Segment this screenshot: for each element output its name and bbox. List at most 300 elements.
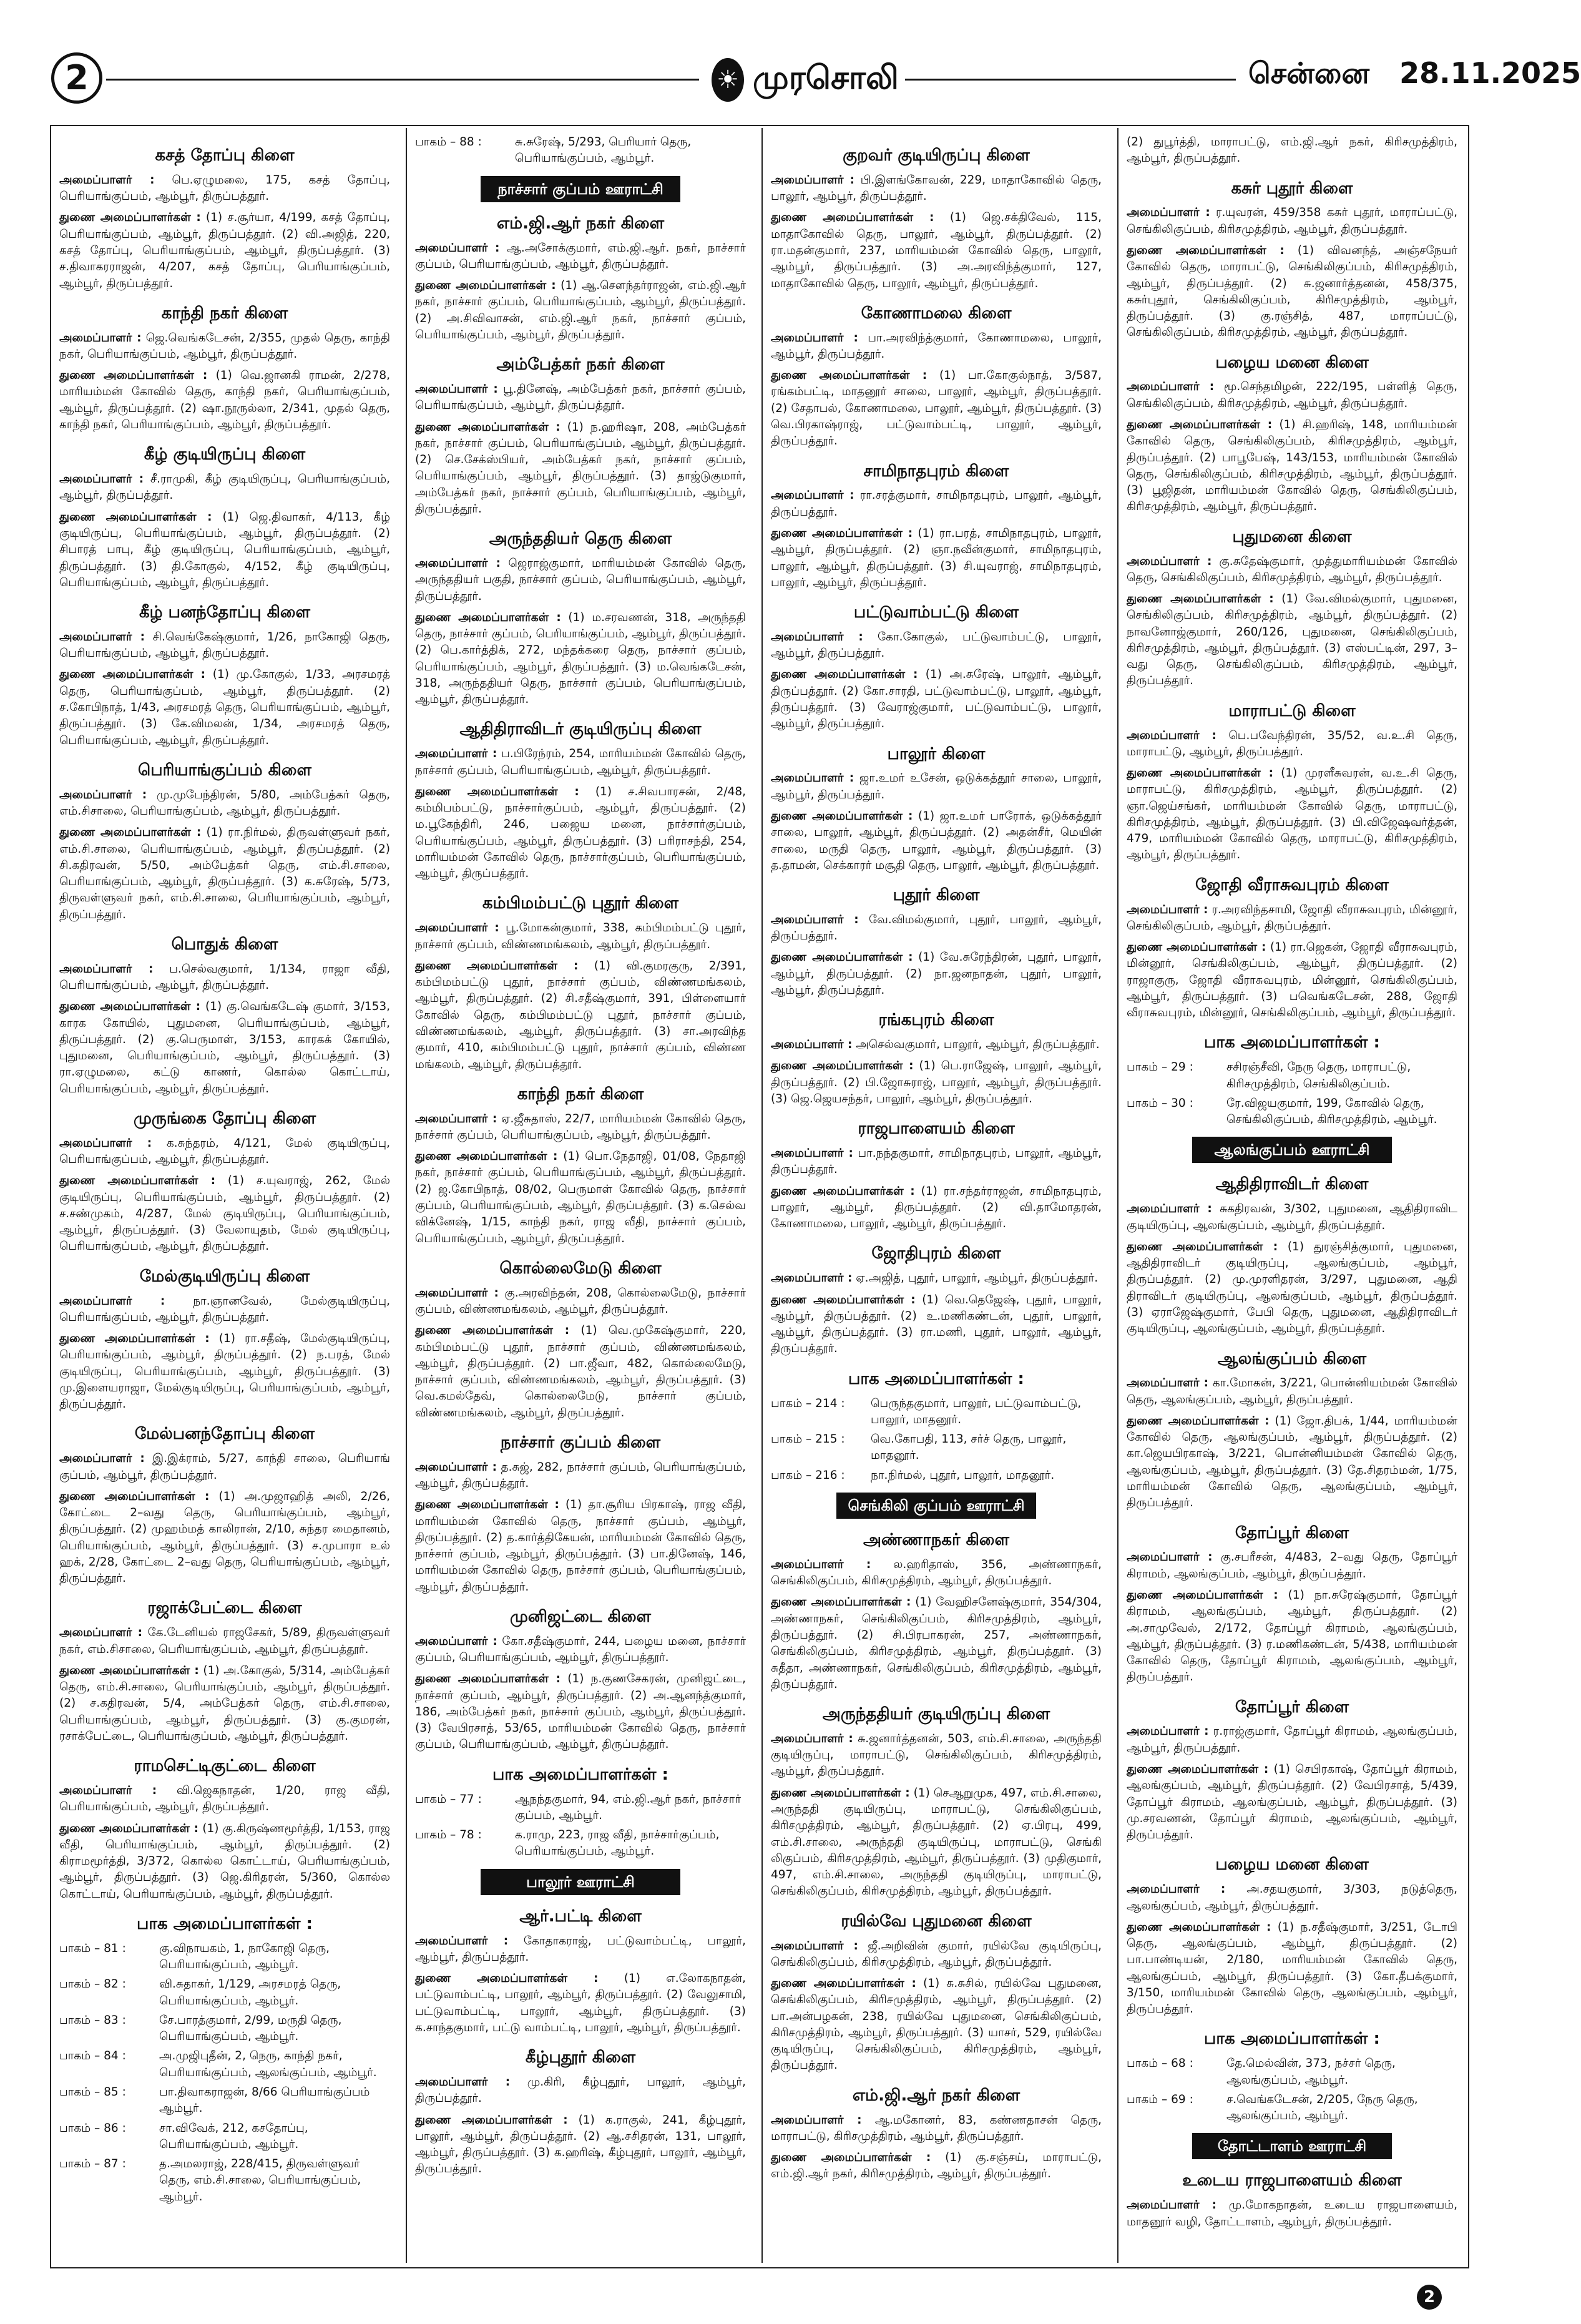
role-label: அமைப்பாளர் : xyxy=(415,1460,497,1474)
role-label: அமைப்பாளர் : xyxy=(1127,1883,1226,1896)
branch-title: பெரியாங்குப்பம் கிளை xyxy=(138,760,311,780)
page-number-badge: 2 xyxy=(51,52,102,104)
booth-agent: பா.திவாகராஜன், 8/66 பெரியாங்குப்பம் ஆம்பூர். xyxy=(159,2085,370,2116)
member-entry xyxy=(415,1285,746,1318)
booth-agent: அ.முஜிபுதீன், 2, நெரு, காந்தி நகர், பெரியாங்குப்பம், ஆலங்குப்பம், ஆம்பூர். xyxy=(159,2049,377,2079)
role-label: துணை அமைப்பாளர்கள் : xyxy=(59,1664,199,1677)
member-details: வே.விமல்குமார், புதூர், பாலூர், ஆம்பூர், திருப்பத்தூர். xyxy=(771,913,1102,943)
member-entry xyxy=(59,961,390,994)
member-entry xyxy=(1127,417,1457,516)
panchayat-banner: செங்கிலி குப்பம் ஊராட்சி xyxy=(836,1493,1036,1519)
member-details: அ.சதயகுமார், 3/303, நடுத்தெரு, ஆலங்குப்பம், ஆம்பூர், திருப்பத்தூர். xyxy=(1127,1883,1458,1913)
role-label: துணை அமைப்பாளர்கள் : xyxy=(771,2151,931,2165)
member-entry xyxy=(59,787,390,820)
role-label: துணை அமைப்பாளர்கள் : xyxy=(59,1174,216,1188)
masthead xyxy=(712,50,899,110)
member-details: சி.வெங்கேஷ்குமார், 1/26, நாகோஜி தெரு, பெரியாங்குப்பம், ஆம்பூர், திருப்பத்தூர். xyxy=(59,630,390,660)
role-label: துணை அமைப்பாளர்கள் : xyxy=(771,1977,916,1991)
role-label: அமைப்பாளர் : xyxy=(1127,380,1215,394)
member-details: கு.அரவிந்தன், 208, கொல்லைமேடு, நாச்சார் குப்பம், விண்ணமங்கலம், ஆம்பூர், திருப்பத்தூர். xyxy=(415,1286,746,1316)
role-label: அமைப்பாளர் : xyxy=(1127,1376,1209,1390)
member-details: (1) ச.சிவபாரசன், 2/48, கம்மிபம்பட்டு, நாச்சார்குப்பம், ஆம்பூர், திருப்பத்தூர். (2) ம.பூகேந்திரி, 246, பஜைய மனை, நாச்சார்குப்பம், பெரியாங்குப்பம், ஆம்பூர், திருப்பத்தூர். (3) பரிராசந்தி, 254, மாரியம்மன் கோவில் தெரு, நாச்சார்குப்பம், பெரியாங்குப்பம், ஆம்பூர், திருப்பத்தூர். xyxy=(415,785,746,881)
member-entry xyxy=(415,920,746,953)
branch-title: கசுர் புதூர் கிளை xyxy=(1231,179,1353,198)
booth-agent: கு.விநாயகம், 1, நாகோஜி தெரு, பெரியாங்குப்பம், ஆம்பூர். xyxy=(159,1941,330,1972)
role-label: துணை அமைப்பாளர்கள் : xyxy=(1127,767,1273,780)
member-details: கோ.கோகுல், பட்டுவாம்பட்டு, பாலூர், ஆம்பூர், திருப்பத்தூர். xyxy=(771,630,1102,660)
role-label: அமைப்பாளர் : xyxy=(1127,903,1208,916)
booth-number: பாகம் – 82 : xyxy=(59,1978,126,1991)
role-label: அமைப்பாளர் : xyxy=(1127,728,1216,742)
branch-title: காந்தி நகர் கிளை xyxy=(161,303,288,323)
branch-title: கீழ் குடியிருப்பு கிளை xyxy=(144,445,306,464)
member-entry xyxy=(1127,1375,1457,1408)
booth-agent: தே.மெல்வின், 373, நச்சர் தெரு, ஆலங்குப்பம், ஆம்பூர். xyxy=(1226,2057,1396,2087)
member-entry xyxy=(771,1292,1102,1358)
member-details: (2) துபூர்த்தி, மாராபட்டு, எம்.ஜி.ஆர் நகர், கிரிசமுத்திரம், ஆம்பூர், திருப்பத்தூர். xyxy=(1127,135,1457,165)
header-rule-left xyxy=(106,79,699,81)
role-label: அமைப்பாளர் : xyxy=(771,1732,853,1745)
member-entry xyxy=(771,1145,1102,1179)
role-label: அமைப்பாளர் : xyxy=(415,1112,497,1125)
branch-title: அண்ணாநகர் கிளை xyxy=(863,1531,1009,1550)
member-details: (1) ம.சரவணன், 318, அருந்ததி தெரு, நாச்சார் குப்பம், பெரியாங்குப்பம், ஆம்பூர், திருப்பத்தூர். (2) பெ.கார்த்திக், 272, மந்தக்கரை தெரு, நாச்சார் குப்பம், பெரியாங்குப்பம், ஆம்பூர், திருப்பத்தூர். (3) ம.வெங்கடேசன், 318, அருந்ததியர் தெரு, நாச்சார் குப்பம், பெரியாங்குப்பம், ஆம்பூர், திருப்பத்தூர். xyxy=(415,610,746,707)
role-label: துணை அமைப்பாளர்கள் : xyxy=(59,211,201,225)
member-details: கு.சபரீசன், 4/483, 2–வது தெரு, தோப்பூர் கிராமம், ஆலங்குப்பம், ஆம்பூர், திருப்பத்தூர். xyxy=(1127,1551,1458,1581)
column-3 xyxy=(771,134,1102,2188)
role-label: துணை அமைப்பாளர்கள் : xyxy=(771,526,913,540)
branch-title: பழைய மனை கிளை xyxy=(1215,1855,1369,1875)
branch-title: உடைய ராஜபாளையம் கிளை xyxy=(1182,2171,1402,2190)
member-entry xyxy=(771,2150,1102,2183)
member-details: ப.பிரேந்ரம், 254, மாரியம்மன் கோவில் தெரு, நாச்சார் குப்பம், பெரியாங்குப்பம், ஆம்பூர், திருப்பத்தூர். xyxy=(415,747,746,777)
member-entry xyxy=(1127,765,1457,864)
member-entry xyxy=(771,526,1102,591)
member-entry xyxy=(59,1625,390,1658)
booth-number: பாகம் – 81 : xyxy=(59,1941,126,1955)
member-details: (1) வெ.தெஜேஷ், புதூர், பாலூர், ஆம்பூர், திருப்பத்தூர். (2) உ.மணிகண்டன், புதூர், பாலூர், ஆம்பூர், திருப்பத்தூர். (3) ரா.மணி, புதூர், பாலூர், ஆம்பூர், திருப்பத்தூர். xyxy=(771,1293,1102,1356)
member-entry xyxy=(1127,1201,1457,1234)
booth-agent: நா.நிர்மல், புதூர், பாலூர், மாதனூர். xyxy=(871,1468,1055,1482)
member-entry xyxy=(771,1184,1102,1233)
role-label: அமைப்பாளர் : xyxy=(415,747,497,761)
booth-agent: ச.வெங்கடேசன், 2/205, நேரு தெரு, ஆலங்குப்பம், ஆம்பூர். xyxy=(1226,2092,1418,2123)
member-entry xyxy=(1127,1587,1457,1686)
paper-name: முரசொலி xyxy=(753,59,899,97)
role-label: துணை அமைப்பாளர்கள் : xyxy=(1127,1588,1278,1602)
booth-agent: ஆநந்தகுமார், 94, எம்.ஜி.ஆர் நகர், நாச்சார் குப்பம், ஆம்பூர். xyxy=(515,1792,742,1822)
member-details: (1) ந.குணசேகரன், முனிஜட்டை, நாச்சார் குப்பம், ஆம்பூர், திருப்பத்தூர். (2) அ.ஆனந்த்குமார், 186, அம்பேத்கர் நகர், நாச்சார் குப்பம், ஆம்பூர், திருப்பத்தூர். (3) வேபிரசாத், 53/65, மாரியம்மன் கோவில் தெரு, நாச்சார் குப்பம், பெரியாங்குப்பம், ஆம்பூர், திருப்பத்தூர். xyxy=(415,1672,746,1752)
member-details: (1) கு.வெங்கடேஷ் குமார், 3/153, காரக கோயில், புதுமனை, பெரியாங்குப்பம், ஆம்பூர், திருப்பத்தூர். (2) கு.பெருமாள், 3/153, காரகக் கோயில், புதுமனை, பெரியாங்குப்பம், ஆம்பூர், திருப்பத்தூர். (3) ரா.ஏழுமலை, கட்டு காணர், கொல்ல கொட்டாய், பெரியாங்குப்பம், ஆம்பூர், திருப்பத்தூர். xyxy=(59,1000,390,1096)
member-entry xyxy=(771,1731,1102,1780)
role-label: துணை அமைப்பாளர்கள் : xyxy=(415,420,560,434)
branch-title: நாச்சார் குப்பம் கிளை xyxy=(500,1433,661,1452)
member-details: ர.யுவரன், 459/358 கசுர் புதூர், மாராப்பட்டு, செங்கிலிகுப்பம், கிரிசமுத்திரம், ஆம்பூர், திருப்பத்தூர். xyxy=(1127,206,1457,236)
member-entry xyxy=(1127,554,1457,587)
member-details: (1) வே.விமல்குமார், புதுமனை, செங்கிலிகுப்பம், கிரிசமுத்திரம், ஆம்பூர், திருப்பத்தூர். (2) நாவனோஜ்குமார், 260/126, புதுமனை, செங்கிலிகுப்பம், கிரிசமுத்திரம், ஆம்பூர், திருப்பத்தூர். (3) எஸ்பட்டின், 297, 3–வது தெரு, செங்கிலிகுப்பம், கிரிசமுத்திரம், ஆம்பூர், திருப்பத்தூர். xyxy=(1127,592,1457,688)
member-details: (1) நா.சுரேஷ்குமார், தோப்பூர் கிராமம், ஆலங்குப்பம், ஆம்பூர், திருப்பத்தூர். (2) அ.சாமுவேல், 2/172, தோப்பூர் கிராமம், ஆலங்குப்பம், ஆம்பூர், திருப்பத்தூர். (3) ர.மணிகண்டன், 5/438, மாரியம்மன் கோவில் தெரு, தோப்பூர் கிராமம், ஆலங்குப்பம், ஆம்பூர், திருப்பத்தூர். xyxy=(1127,1588,1457,1684)
issue-date: 28.11.2025 xyxy=(1399,56,1581,90)
branch-title: ராமசெட்டிகுட்டை கிளை xyxy=(134,1757,316,1776)
member-entry xyxy=(1127,1762,1457,1843)
member-details: ரா.சரத்குமார், சாமிநாதபுரம், பாலூர், ஆம்பூர், திருப்பத்தூர். xyxy=(771,489,1102,519)
booth-number: பாகம் – 216 : xyxy=(771,1468,845,1482)
member-details: ஜா.உமர் உசேன், ஒடுக்கத்தூர் சாலை, பாலூர், ஆம்பூர், திருப்பத்தூர். xyxy=(771,772,1102,802)
booth-number: பாகம் – 84 : xyxy=(59,2049,126,2063)
member-details: பி.இளங்கோவன், 229, மாதாகோவில் தெரு, பாலூர், ஆம்பூர், திருப்பத்தூர். xyxy=(771,173,1102,203)
booth-row xyxy=(1127,2092,1457,2125)
role-label: அமைப்பாளர் : xyxy=(59,1294,165,1308)
role-label: துணை அமைப்பாளர்கள் : xyxy=(1127,941,1266,954)
booth-number: பாகம் – 30 : xyxy=(1127,1096,1193,1110)
member-entry xyxy=(415,1634,746,1667)
member-entry xyxy=(1127,1239,1457,1338)
branch-title: மேல்பனந்தோப்பு கிளை xyxy=(134,1424,315,1444)
booth-row xyxy=(1127,1096,1457,1129)
member-entry xyxy=(59,172,390,205)
booth-row xyxy=(1127,2056,1457,2089)
branch-title: பொதுக் கிளை xyxy=(171,934,278,954)
branch-title: எம்.ஜி.ஆர் நகர் கிளை xyxy=(496,213,665,233)
member-details: த.சுஜ், 282, நாச்சார் குப்பம், பெரியாங்குப்பம், ஆம்பூர், திருப்பத்தூர். xyxy=(415,1460,746,1490)
member-details: (1) ரா.ஜெகன், ஜோதி வீராசுவபுரம், மின்னூர், செங்கிலிகுப்பம், ஆம்பூர், திருப்பத்தூர். (2) ராஜாகுரு, ஜோதி வீராசுவபுரம், மின்னூர், செங்கிலிகுப்பம், ஆம்பூர், திருப்பத்தூர். (3) பவெங்கடேசன், 288, ஜோதி வீராசுவபுரம், மின்னூர், செங்கிலிகுப்பம், ஆம்பூர், திருப்பத்தூர். xyxy=(1127,941,1457,1020)
role-label: அமைப்பாளர் : xyxy=(771,489,854,503)
branch-title: சாமிநாதபுரம் கிளை xyxy=(863,461,1009,481)
booth-agent: வி.சுதாகர், 1/129, அரசமரத் தெரு, பெரியாங்குப்பம், ஆம்பூர். xyxy=(159,1978,341,2008)
booth-agent: பெருந்தகுமார், பாலூர், பட்டுவாம்பட்டு, பாலூர், மாதனூர். xyxy=(871,1396,1082,1426)
member-details: சுகதிரவன், 3/302, புதுமனை, ஆதிதிராவிட குடியிருப்பு, ஆலங்குப்பம், ஆம்பூர், திருப்பத்தூர். xyxy=(1127,1202,1457,1232)
member-details: ர.அரவிந்தசாமி, ஜோதி வீராசுவபுரம், மின்னூர், செங்கிலிகுப்பம், ஆம்பூர், திருப்பத்தூர். xyxy=(1127,903,1457,933)
role-label: துணை அமைப்பாளர்கள் : xyxy=(771,1293,916,1307)
member-entry xyxy=(415,610,746,708)
member-details: (1) க.ராகுல், 241, கீழ்புதூர், பாலூர், ஆம்பூர், திருப்பத்தூர். (2) ஆ.சசிதரன், 131, பாலூர், ஆம்பூர், திருப்பத்தூர். (3) க.ஹரிஷ், கீழ்புதூர், பாலூர், ஆம்பூர், திருப்பத்தூர். xyxy=(415,2113,746,2176)
branch-title: குறவர் குடியிருப்பு கிளை xyxy=(843,146,1030,165)
member-entry xyxy=(1127,728,1457,761)
role-label: துணை அமைப்பாளர்கள் : xyxy=(771,369,928,383)
member-details: (1) துரஞ்சித்குமார், புதுமனை, ஆதிதிராவிடர் குடியிருப்பு, ஆலங்குப்பம், ஆம்பூர், திருப்பத்தூர். (2) மு.முரளிதரன், 3/297, புதுமனை, ஆதி திராவிடர் குடியிருப்பு, ஆலங்குப்பம், ஆம்பூர், திருப்பத்தூர். (3) ஏராஜேஷ்குமார், பேபி தெரு, புதுமனை, ஆதிதிராவிடர் குடியிருப்பு, ஆலங்குப்பம், ஆம்பூர், திருப்பத்தூர். xyxy=(1127,1240,1457,1336)
member-details: ஏ.ஜீசுதாஸ், 22/7, மாரியம்மன் கோவில் தெரு, நாச்சார் குப்பம், பெரியாங்குப்பம், ஆம்பூர், திருப்பத்தூர். xyxy=(415,1112,746,1142)
member-entry xyxy=(415,1149,746,1247)
member-details: (1) சி.ஹரிஷ், 148, மாரியம்மன் கோவில் தெரு, செங்கிலிகுப்பம், கிரிசமுத்திரம், ஆம்பூர், திருப்பத்தூர். (2) பாபூபேஷ், 143/153, மாரியம்மன் கோவில் தெரு, செங்கிலிகுப்பம், கிரிசமுத்திரம், ஆம்பூர், திருப்பத்தூர். (3) பூஜிதன், மாரியம்மன் கோவில் தெரு, செங்கிலிகுப்பம், கிரிசமுத்திரம், ஆம்பூர், திருப்பத்தூர். xyxy=(1127,418,1457,514)
member-details: (1) ந.சதீஷ்குமார், 3/251, டோபி தெரு, ஆலங்குப்பம், ஆம்பூர், திருப்பத்தூர். (2) பா.பாண்டியன், 2/180, மாரியம்மன் கோவில் தெரு, ஆலங்குப்பம், ஆம்பூர், திருப்பத்தூர். (3) கோ.தீபக்குமார், 3/150, மாரியம்மன் கோவில் தெரு, ஆலங்குப்பம், ஆம்பூர், திருப்பத்தூர். xyxy=(1127,1920,1457,2016)
member-details: (1) விவனந்த், அஞ்சநேயர் கோவில் தெரு, மாராபட்டு, செங்கிலிகுப்பம், கிரிசமுத்திரம், ஆம்பூர், திருப்பத்தூர். (2) சு.ஜனார்த்தனன், 458/375, கசுர்புதூர், செங்கிலிகுப்பம், கிரிசமுத்திரம், ஆம்பூர், திருப்பத்தூர். (3) கு.ரஞ்சித், 487, மாராப்பட்டு, செங்கிலிகுப்பம், கிரிசமுத்திரம், ஆம்பூர், திருப்பத்தூர். xyxy=(1127,243,1457,340)
panchayat-banner: நாச்சார் குப்பம் ஊராட்சி xyxy=(481,176,680,202)
role-label: அமைப்பாளர் : xyxy=(771,173,855,187)
role-label: துணை அமைப்பாளர்கள் : xyxy=(771,1596,911,1609)
role-label: துணை அமைப்பாளர்கள் : xyxy=(415,1672,561,1686)
role-label: துணை அமைப்பாளர்கள் : xyxy=(415,610,561,624)
member-entry xyxy=(771,172,1102,205)
branch-title: அம்பேத்கர் நகர் கிளை xyxy=(496,355,665,375)
role-label: அமைப்பாளர் : xyxy=(415,557,501,571)
member-entry xyxy=(771,1037,1102,1053)
branch-title: ஆர்.பட்டி கிளை xyxy=(519,1906,642,1926)
member-entry xyxy=(59,210,390,292)
column-divider xyxy=(1117,128,1118,2263)
member-entry xyxy=(771,330,1102,363)
member-entry xyxy=(415,381,746,414)
member-entry xyxy=(415,2112,746,2178)
member-details: (1) அ.கோகுல், 5/314, அம்பேத்கர் தெரு, எம்.சி.சாலை, பெரியாங்குப்பம், ஆம்பூர், திருப்பத்தூர். (2) ச.கதிரவன், 5/4, அம்பேத்கர் தெரு, எம்.சி.சாலை, பெரியாங்குப்பம், ஆம்பூர், திருப்பத்தூர். (3) கு.குமரன், ரசாக்பேட்டை, பெரியாங்குப்பம், ஆம்பூர், திருப்பத்தூர். xyxy=(59,1664,390,1743)
role-label: அமைப்பாளர் : xyxy=(59,1784,157,1798)
member-details: அசெல்வகுமார், பாலூர், ஆம்பூர், திருப்பத்தூர். xyxy=(856,1038,1100,1052)
member-entry xyxy=(415,958,746,1073)
member-entry xyxy=(59,1331,390,1413)
branch-title: தோப்பூர் கிளை xyxy=(1235,1523,1349,1542)
member-details: (1) சு.சுசில், ரயில்வே புதுமனை, செங்கிலிகுப்பம், கிரிசமுத்திரம், ஆம்பூர், திருப்பத்தூர். (2) பா.அன்பழகன், 238, ரயில்வே புதுமனை, செங்கிலிகுப்பம், கிரிசமுத்திரம், ஆம்பூர், திருப்பத்தூர். (3) யாசர், 529, ரயில்வே குடியிருப்பு, செங்கிலிகுப்பம், கிரிசமுத்திரம், ஆம்பூர், திருப்பத்தூர். xyxy=(771,1977,1102,2072)
role-label: துணை அமைப்பாளர்கள் : xyxy=(771,211,934,225)
booth-row xyxy=(59,1941,390,1974)
role-label: துணை அமைப்பாளர்கள் : xyxy=(59,369,208,383)
member-entry xyxy=(1127,1881,1457,1915)
role-label: அமைப்பாளர் : xyxy=(771,630,863,644)
header-rule-right xyxy=(905,79,1236,81)
member-details: கே.டேனியல் ராஜசேகர், 5/89, திருவள்ளுவர் நகர், எம்.சிசாலை, பெரியாங்குப்பம், ஆம்பூர், திருப்பத்தூர். xyxy=(59,1626,390,1656)
member-entry xyxy=(415,1671,746,1753)
role-label: துணை அமைப்பாளர்கள் : xyxy=(1127,1240,1278,1253)
branch-title: புதுமனை கிளை xyxy=(1232,527,1352,546)
role-label: அமைப்பாளர் : xyxy=(1127,1725,1209,1738)
role-label: அமைப்பாளர் : xyxy=(59,1626,143,1640)
member-entry xyxy=(415,784,746,883)
branch-title: பாக அமைப்பாளர்கள் : xyxy=(137,1914,313,1933)
member-entry xyxy=(1127,902,1457,935)
member-details: மூ.செந்தமிழன், 222/195, பள்ளித் தெரு, செங்கிலிகுப்பம், கிரிசமுத்திரம், ஆம்பூர், திருப்பத்தூர். xyxy=(1127,380,1457,410)
member-details: கோதாகராஜ், பட்டுவாம்பட்டி, பாலூர், ஆம்பூர், திருப்பத்தூர். xyxy=(415,1934,746,1964)
role-label: அமைப்பாளர் : xyxy=(1127,554,1212,568)
member-details: சீ.ராமுகி, கீழ் குடியிருப்பு, பெரியாங்குப்பம், ஆம்பூர், திருப்பத்தூர். xyxy=(59,473,390,503)
booth-row xyxy=(771,1396,1102,1429)
member-entry xyxy=(771,912,1102,945)
member-details: ஜெ.வெங்கடேசன், 2/355, முதல் தெரு, காந்தி நகர், பெரியாங்குப்பம், ஆம்பூர், திருப்பத்தூர். xyxy=(59,331,390,361)
booth-number: பாகம் – 214 : xyxy=(771,1396,845,1410)
role-label: அமைப்பாளர் : xyxy=(415,1286,499,1300)
branch-title: பாக அமைப்பாளர்கள் : xyxy=(492,1765,668,1784)
booth-agent: சு.சுரேஷ், 5/293, பெரியார் தெரு, பெரியாங்குப்பம், ஆம்பூர். xyxy=(515,135,692,165)
member-entry xyxy=(771,629,1102,662)
member-details: (1) ரா.நிர்மல், திருவள்ளுவர் நகர், எம்.சி.சாலை, பெரியாங்குப்பம், ஆம்பூர், திருப்பத்தூர். (2) சி.கதிரவன், 5/50, அம்பேத்கர் தெரு, எம்.சி.சாலை, பெரியாங்குப்பம், ஆம்பூர், திருப்பத்தூர். (3) க.சுரேஷ், 5/73, திருவள்ளுவர் நகர், எம்.சி.சாலை, பெரியாங்குப்பம், ஆம்பூர், திருப்பத்தூர். xyxy=(59,826,390,921)
booth-agent: த.அமலராஜ், 228/415, திருவள்ளுவர் தெரு, எம்.சி.சாலை, பெரியாங்குப்பம், ஆம்பூர். xyxy=(159,2157,361,2204)
member-details: (1) ஜெ.சக்திவேல், 115, மாதாகோவில் தெரு, பாலூர், ஆம்பூர், திருப்பத்தூர். (2) ரா.மதன்குமார், 237, மாரியம்மன் கோவில் தெரு, பாலூர், ஆம்பூர், திருப்பத்தூர். (3) அ.அரவிந்த்குமார், 127, மாதாகோவில் தெரு, பாலூர், ஆம்பூர், திருப்பத்தூர். xyxy=(771,211,1102,290)
member-details: (1) செபிரகாஷ், தோப்பூர் கிராமம், ஆலங்குப்பம், ஆம்பூர், திருப்பத்தூர். (2) வேபிரசாத், 5/439, தோப்பூர் கிராமம், ஆலங்குப்பம், ஆம்பூர், திருப்பத்தூர். (3) மு.சரவணன், தோப்பூர் கிராமம், ஆலங்குப்பம், ஆம்பூர், திருப்பத்தூர். xyxy=(1127,1763,1457,1842)
member-details: (1) வெ.முகேஷ்குமார், 220, கம்பிமம்பட்டு புதூர், நாச்சார் குப்பம், விண்ணமங்கலம், ஆம்பூர், திருப்பத்தூர். (2) பா.ஜீவா, 482, கொல்லைமேடு, நாச்சார் குப்பம், விண்ணமங்கலம், ஆம்பூர், திருப்பத்தூர். (3) வெ.கமல்தேவ், கொல்லைமேடு, நாச்சார் குப்பம், விண்ணமங்கலம், ஆம்பூர், திருப்பத்தூர். xyxy=(415,1324,746,1419)
branch-title: ரஜாக்பேட்டை கிளை xyxy=(147,1599,302,1618)
member-details: இ.இக்ராம், 5/27, காந்தி சாலை, பெரியாங் குப்பம், ஆம்பூர், திருப்பத்தூர். xyxy=(59,1452,390,1482)
member-details: (1) ஜெ.திவாகர், 4/113, கீழ் குடியிருப்பு, பெரியாங்குப்பம், ஆம்பூர், திருப்பத்தூர். (2) சிபாரத் பாபு, கீழ் குடியிருப்பு, பெரியாங்குப்பம், ஆம்பூர், திருப்பத்தூர். (3) தி.கோகுல், 4/152, கீழ் குடியிருப்பு, பெரியாங்குப்பம், ஆம்பூர், திருப்பத்தூர். xyxy=(59,510,390,589)
member-entry xyxy=(415,556,746,605)
branch-title: முருங்கை தோப்பு கிளை xyxy=(133,1109,316,1128)
member-entry xyxy=(59,1135,390,1169)
booth-number: பாகம் – 29 : xyxy=(1127,1061,1193,1074)
member-details: (1) பெ.ராஜேஷ், பாலூர், ஆம்பூர், திருப்பத்தூர். (2) பி.ஜோசுராஜ், பாலூர், ஆம்பூர், திருப்பத்தூர். (3) ஜெ.ஜெயசந்தர், பாலூர், ஆம்பூர், திருப்பத்தூர். xyxy=(771,1059,1102,1106)
role-label: துணை அமைப்பாளர்கள் : xyxy=(415,785,579,798)
role-label: துணை அமைப்பாளர்கள் : xyxy=(59,1821,199,1835)
member-entry xyxy=(415,240,746,273)
page-header xyxy=(37,44,1581,119)
member-details: ர.ராஜ்குமார், தோப்பூர் கிராமம், ஆலங்குப்பம், ஆம்பூர், திருப்பத்தூர். xyxy=(1127,1725,1457,1755)
role-label: அமைப்பாளர் : xyxy=(771,1147,853,1160)
branch-title: தோப்பூர் கிளை xyxy=(1235,1697,1349,1717)
role-label: அமைப்பாளர் : xyxy=(59,173,155,187)
member-details: (1) அ.சுரேஷ், பாலூர், ஆம்பூர், திருப்பத்தூர். (2) கோ.சாரதி, பட்டுவாம்பட்டு, பாலூர், ஆம்பூர், திருப்பத்தூர். (3) வேராஜ்குமார், பட்டுவாம்பட்டு, பாலூர், ஆம்பூர், திருப்பத்தூர். xyxy=(771,668,1102,731)
member-details: (1) வெ.ஜானகி ராமன், 2/278, மாரியம்மன் கோவில் தெரு, காந்தி நகர், பெரியாங்குப்பம், ஆம்பூர், திருப்பத்தூர். (2) ஷா.நூருல்லா, 2/341, முதல் தெரு, காந்தி நகர், பெரியாங்குப்பம், ஆம்பூர், திருப்பத்தூர். xyxy=(59,369,390,431)
role-label: அமைப்பாளர் : xyxy=(415,2076,511,2089)
city-name: சென்னை xyxy=(1248,56,1370,90)
member-details: (1) கு.சஞ்சய், மாராபட்டு, எம்.ஜி.ஆர் நகர், கிரிசமுத்திரம், ஆம்பூர், திருப்பத்தூர். xyxy=(771,2151,1102,2181)
member-entry xyxy=(415,1459,746,1493)
member-details: (1) ஜோ.திபக், 1/44, மாரியம்மன் கோவில் தெரு, ஆலங்குப்பம், ஆம்பூர், திருப்பத்தூர். (2) கா.ஜெயபிரகாஷ், 3/221, பொன்னியம்மன் கோவில் தெரு, ஆலங்குப்பம், ஆம்பூர், திருப்பத்தூர். (3) தே.சிதரம்மன், 1/75, மாரியம்மன் கோவில் தெரு, ஆலங்குப்பம், ஆம்பூர், திருப்பத்தூர். xyxy=(1127,1414,1457,1510)
member-details: (1) மு.கோகுல், 1/33, அரசமரத் தெரு, பெரியாங்குப்பம், ஆம்பூர், திருப்பத்தூர். (2) ச.கோபிநாத், 1/43, அரசமரத் தெரு, பெரியாங்குப்பம், ஆம்பூர், திருப்பத்தூர். (3) கே.விமலன், 1/34, அரசமரத் தெரு, பெரியாங்குப்பம், ஆம்பூர், திருப்பத்தூர். xyxy=(59,668,390,747)
member-entry xyxy=(415,1971,746,2036)
member-details: ஜெராஜ்குமார், மாரியம்மன் கோவில் தெரு, அருந்ததியர் பகுதி, நாச்சார் குப்பம், பெரியாங்குப்பம், ஆம்பூர், திருப்பத்தூர். xyxy=(415,557,746,603)
member-details: க.சுந்தரம், 4/121, மேல் குடியிருப்பு, பெரியாங்குப்பம், ஆம்பூர், திருப்பத்தூர். xyxy=(59,1136,390,1167)
branch-title: ஆலங்குப்பம் கிளை xyxy=(1217,1349,1367,1368)
role-label: அமைப்பாளர் : xyxy=(771,1272,853,1285)
member-entry xyxy=(59,509,390,591)
member-entry xyxy=(415,1933,746,1966)
booth-number: பாகம் – 215 : xyxy=(771,1433,845,1446)
member-details: ப.செல்வகுமார், 1/134, ராஜா வீதி, பெரியாங்குப்பம், ஆம்பூர், திருப்பத்தூர். xyxy=(59,962,390,992)
member-details: (1) ரா.சதீஷ், மேல்குடியிருப்பு, பெரியாங்குப்பம், ஆம்பூர், திருப்பத்தூர். (2) ந.பரத், மேல் குடியிருப்பு, பெரியாங்குப்பம், ஆம்பூர், திருப்பத்தூர். (3) மு.இளையராஜா, மேல்குடியிருப்பு, பெரியாங்குப்பம், ஆம்பூர், திருப்பத்தூர். xyxy=(59,1332,390,1411)
role-label: துணை அமைப்பாளர்கள் : xyxy=(771,1059,914,1073)
member-entry xyxy=(771,770,1102,803)
member-entry xyxy=(59,330,390,363)
role-label: துணை அமைப்பாளர்கள் : xyxy=(771,1184,915,1198)
booth-number: பாகம் – 86 : xyxy=(59,2121,126,2135)
panchayat-banner: தோட்டாளம் ஊராட்சி xyxy=(1192,2133,1392,2159)
member-details: (1) எ.லோகநாதன், பட்டுவாம்பட்டி, பாலூர், ஆம்பூர், திருப்பத்தூர். (2) வேலுசாமி, பட்டுவாம்பட்டி, பாலூர், ஆம்பூர், திருப்பத்தூர். (3) க.சாந்தகுமார், பட்டு வாம்பட்டி, பாலூர், ஆம்பூர், திருப்பத்தூர். xyxy=(415,1972,746,2034)
member-entry xyxy=(59,368,390,433)
sun-emblem-icon: ☀ xyxy=(712,58,744,102)
member-entry xyxy=(59,1293,390,1326)
member-details: (1) முரளீசுவரன், வ.உ.சி தெரு, மாராபட்டு, கிரிசமுத்திரம், ஆம்பூர், திருப்பத்தூர். (2) ஞா.ஜெய்சங்கர், மாரியம்மன் கோவில் தெரு, மாராபட்டு, கிரிசமுத்திரம், ஆம்பூர், திருப்பத்தூர். (3) பி.விஜேஷவர்த்தன், 479, மாரியம்மன் கோவில் தெரு, மாராபட்டு, கிரிசமுத்திரம், ஆம்பூர், திருப்பத்தூர். xyxy=(1127,767,1457,862)
member-entry xyxy=(1127,134,1457,167)
booth-agent: சா.விவேக், 212, கசதோப்பு, பெரியாங்குப்பம், ஆம்பூர். xyxy=(159,2121,308,2151)
booth-row xyxy=(415,134,746,167)
role-label: அமைப்பாளர் : xyxy=(771,1038,853,1052)
member-details: மு.முபேந்திரன், 5/80, அம்பேத்கர் தெரு, எம்.சிசாலை, பெரியாங்குப்பம், ஆம்பூர், திருப்பத்தூர். xyxy=(59,788,390,818)
member-entry xyxy=(1127,1549,1457,1582)
role-label: துணை அமைப்பாளர்கள் : xyxy=(771,1786,910,1800)
booth-agent: க.ராமு, 223, ராஜ வீதி, நாச்சார்குப்பம், பெரியாங்குப்பம், ஆம்பூர். xyxy=(515,1828,720,1858)
branch-title: ஜோதிபுரம் கிளை xyxy=(871,1244,1001,1263)
role-label: அமைப்பாளர் : xyxy=(1127,1551,1213,1564)
member-entry xyxy=(59,629,390,662)
member-entry xyxy=(59,1663,390,1745)
page-number-footer: 2 xyxy=(1417,2285,1442,2310)
branch-title: பாலூர் கிளை xyxy=(887,744,986,763)
booth-row xyxy=(1127,1059,1457,1092)
branch-title: முனிஜட்டை கிளை xyxy=(509,1607,652,1626)
member-entry xyxy=(771,488,1102,521)
member-entry xyxy=(415,746,746,779)
member-entry xyxy=(59,1783,390,1816)
role-label: துணை அமைப்பாளர்கள் : xyxy=(771,668,918,682)
member-entry xyxy=(415,1111,746,1144)
role-label: அமைப்பாளர் : xyxy=(59,1136,152,1150)
booth-row xyxy=(771,1468,1102,1484)
role-label: துணை அமைப்பாளர்கள் : xyxy=(771,809,913,823)
member-entry xyxy=(771,949,1102,999)
member-entry xyxy=(771,1557,1102,1590)
role-label: துணை அமைப்பாளர்கள் : xyxy=(59,1000,201,1014)
booth-number: பாகம் – 87 : xyxy=(59,2157,126,2171)
booth-row xyxy=(59,2013,390,2046)
role-label: அமைப்பாளர் : xyxy=(415,383,498,396)
member-details: மு.கிரி, கீழ்புதூர், பாலூர், ஆம்பூர், திருப்பத்தூர். xyxy=(415,2076,746,2106)
branch-title: பட்டுவாம்பட்டு கிளை xyxy=(853,603,1019,622)
member-details: நா.ஞானவேல், மேல்குடியிருப்பு, பெரியாங்குப்பம், ஆம்பூர், திருப்பத்தூர். xyxy=(59,1294,390,1324)
column-1 xyxy=(59,134,390,2209)
member-details: (1) ந.ஹரிஷா, 208, அம்பேத்கர் நகர், நாச்சார் குப்பம், பெரியாங்குப்பம், ஆம்பூர், திருப்பத்தூர். (2) செ.சேக்ஸ்பியர், அம்பேத்கர் நகர், நாச்சார் குப்பம், பெரியாங்குப்பம், ஆம்பூர், திருப்பத்தூர். (3) தாஜ்டுகுமார், அம்பேத்கர் நகர், நாச்சார் குப்பம், பெரியாங்குப்பம், ஆம்பூர், திருப்பத்தூர். xyxy=(415,420,746,516)
branch-title: கம்பிமம்பட்டு புதூர் கிளை xyxy=(482,894,679,913)
role-label: அமைப்பாளர் : xyxy=(1127,2199,1217,2212)
member-entry xyxy=(415,1497,746,1596)
member-entry xyxy=(59,825,390,923)
member-entry xyxy=(1127,205,1457,238)
branch-title: பாக அமைப்பாளர்கள் : xyxy=(1204,1033,1380,1052)
role-label: அமைப்பாளர் : xyxy=(771,913,859,926)
role-label: அமைப்பாளர் : xyxy=(771,1557,871,1571)
role-label: துணை அமைப்பாளர்கள் : xyxy=(771,951,913,964)
role-label: துணை அமைப்பாளர்கள் : xyxy=(59,668,206,682)
member-details: சு.ஜனார்த்தனன், 503, எம்.சி.சாலை, அருந்ததி குடியிருப்பு, மாராபட்டு, செங்கிலிகுப்பம், கிரிசமுத்திரம், ஆம்பூர், திருப்பத்தூர். xyxy=(771,1732,1102,1778)
member-entry xyxy=(1127,379,1457,412)
booth-row xyxy=(59,2084,390,2117)
role-label: அமைப்பாளர் : xyxy=(415,241,500,255)
role-label: அமைப்பாளர் : xyxy=(59,788,147,802)
role-label: அமைப்பாளர் : xyxy=(59,630,145,644)
member-details: (1) கு.கிருஷ்ணமூர்த்தி, 1/153, ராஜ வீதி, பெரியாங்குப்பம், ஆம்பூர், திருப்பத்தூர். (2) கிராமமூர்த்தி, 3/372, கொல்ல கொட்டாய், பெரியாங்குப்பம், ஆம்பூர், திருப்பத்தூர். (3) ஜெ.கிரிதரன், 5/360, கொல்ல கொட்டாய், பெரியாங்குப்பம், ஆம்பூர், திருப்பத்தூர். xyxy=(59,1821,390,1901)
booth-row xyxy=(771,1431,1102,1464)
member-details: கு.சுதேஷ்குமார், முத்துமாரியம்மன் கோவில் தெரு, செங்கிலிகுப்பம், கிரிசமுத்திரம், ஆம்பூர், திருப்பத்தூர். xyxy=(1127,554,1457,584)
member-details: மு.மோகநாதன், உடைய ராஜபாளையம், மாதனூர் வழி, தோட்டாளம், ஆம்பூர், திருப்பத்தூர். xyxy=(1127,2199,1457,2228)
member-details: வி.ஜெகநாதன், 1/20, ராஜ வீதி, பெரியாங்குப்பம், ஆம்பூர், திருப்பத்தூர். xyxy=(59,1784,390,1814)
member-details: (1) ச.யுவராஜ், 262, மேல் குடியிருப்பு, பெரியாங்குப்பம், ஆம்பூர், திருப்பத்தூர். (2) ச.சண்முகம், 4/287, மேல் குடியிருப்பு, பெரியாங்குப்பம், ஆம்பூர், திருப்பத்தூர். (3) வேலாயுதம், மேல் குடியிருப்பு, பெரியாங்குப்பம், ஆம்பூர், திருப்பத்தூர். xyxy=(59,1174,390,1253)
dateline xyxy=(1248,56,1581,94)
member-entry xyxy=(59,1451,390,1484)
branch-title: கீழ்புதூர் கிளை xyxy=(525,2048,636,2067)
role-label: அமைப்பாளர் : xyxy=(771,2113,862,2127)
role-label: துணை அமைப்பாளர்கள் : xyxy=(1127,592,1274,606)
booth-row xyxy=(59,1976,390,2009)
role-label: துணை அமைப்பாளர்கள் : xyxy=(415,959,579,973)
role-label: அமைப்பாளர் : xyxy=(1127,206,1210,220)
member-details: (1) பா.கோகுல்நாத், 3/587, ரங்கம்பட்டி, மாதனூர் சாலை, பாலூர், ஆம்பூர், திருப்பத்தூர். (2) சேதாபல், கோணாமலை, பாலூர், ஆம்பூர், திருப்பத்தூர். (3) வெ.பிரகாஷ்ராஜ், பட்டுவாம்பட்டி, பாலூர், ஆம்பூர், திருப்பத்தூர். xyxy=(771,369,1102,448)
panchayat-banner: பாலூர் ஊராட்சி xyxy=(481,1869,680,1895)
branch-title: பழைய மனை கிளை xyxy=(1215,353,1369,372)
role-label: துணை அமைப்பாளர்கள் : xyxy=(1127,1414,1270,1428)
role-label: அமைப்பாளர் : xyxy=(415,1634,497,1648)
role-label: துணை அமைப்பாளர்கள் : xyxy=(1127,1920,1271,1934)
branch-title: ரங்கபுரம் கிளை xyxy=(878,1011,994,1030)
role-label: துணை அமைப்பாளர்கள் : xyxy=(415,1324,570,1338)
member-details: பூ.மோகன்குமார், 338, கம்பிமம்பட்டு புதூர், நாச்சார் குப்பம், விண்ணமங்கலம், ஆம்பூர், திருப்பத்தூர். xyxy=(415,921,746,951)
role-label: துணை அமைப்பாளர்கள் : xyxy=(1127,1763,1269,1776)
branch-title: புதூர் கிளை xyxy=(893,886,980,905)
member-details: (1) ரா.பரத், சாமிநாதபுரம், பாலூர், ஆம்பூர், திருப்பத்தூர். (2) ஞா.நவீன்குமார், சாமிநாதபுரம், பாலூர், ஆம்பூர், திருப்பத்தூர். (3) சி.யுவராஜ், சாமிநாதபுரம், பாலூர், ஆம்பூர், திருப்பத்தூர். xyxy=(771,526,1102,589)
booth-row xyxy=(59,2121,390,2154)
branch-title: கொல்லைமேடு கிளை xyxy=(499,1258,662,1278)
branch-title: அருந்ததியர் தெரு கிளை xyxy=(489,529,672,549)
member-entry xyxy=(415,1323,746,1421)
member-details: (1) வேஹிசனேஷ்குமார், 354/304, அண்ணாநகர், செங்கிலிகுப்பம், கிரிசமுத்திரம், ஆம்பூர், திருப்பத்தூர். (2) சி.பிரபாகரன், 257, அண்ணாநகர், செங்கிலிகுப்பம், கிரிசமுத்திரம், ஆம்பூர், திருப்பத்தூர். (3) சுதீதா, அண்ணாநகர், செங்கிலிகுப்பம், கிரிசமுத்திரம், ஆம்பூர், திருப்பத்தூர். xyxy=(771,1596,1102,1691)
member-details: (1) ஆ.சௌந்தர்ராஜன், எம்.ஜி.ஆர் நகர், நாச்சார் குப்பம், பெரியாங்குப்பம், ஆம்பூர், திருப்பத்தூர். (2) அ.சிவிவாசன், எம்.ஜி.ஆர் நகர், நாச்சார் குப்பம், பெரியாங்குப்பம், ஆம்பூர், திருப்பத்தூர். xyxy=(415,279,746,341)
member-entry xyxy=(1127,2197,1457,2230)
role-label: துணை அமைப்பாளர்கள் : xyxy=(415,1498,559,1512)
role-label: அமைப்பாளர் : xyxy=(59,1452,145,1466)
branch-title: ஜோதி வீராசுவபுரம் கிளை xyxy=(1195,875,1389,895)
